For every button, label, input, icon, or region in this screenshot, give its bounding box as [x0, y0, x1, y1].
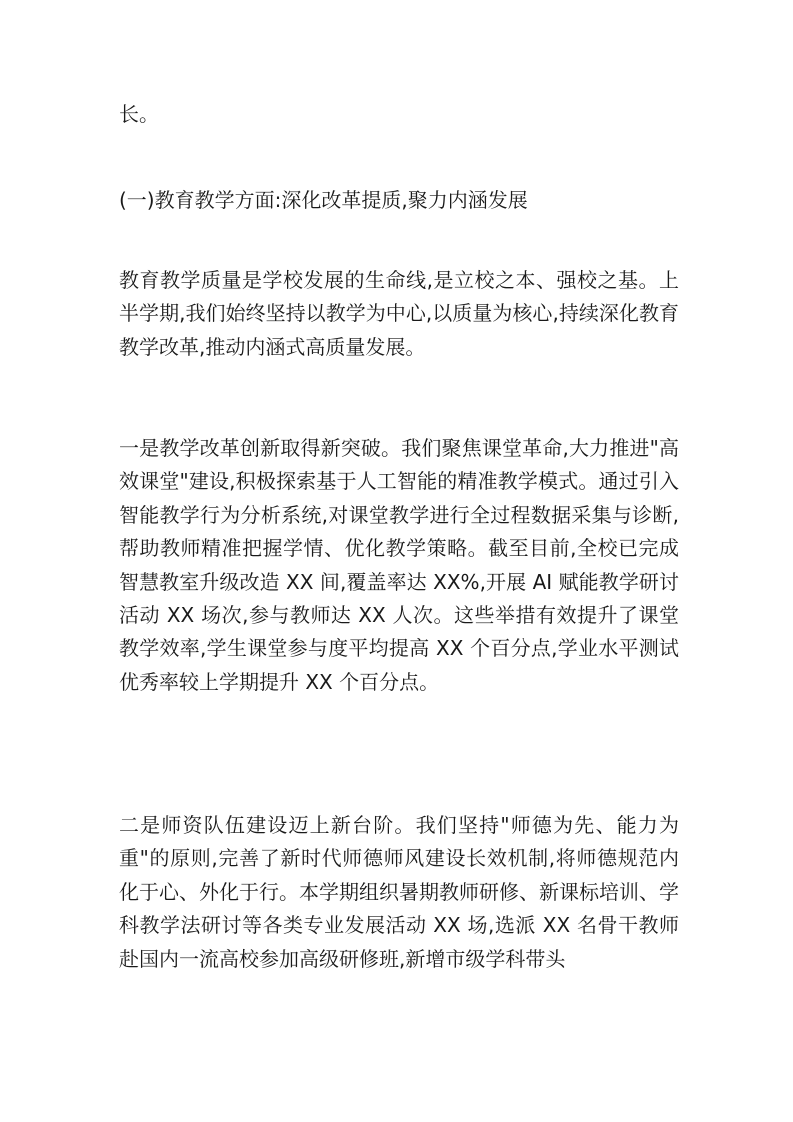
paragraph-intro: 教育教学质量是学校发展的生命线,是立校之本、强校之基。上半学期,我们始终坚持以教学为中心,以质量为核心,持续深化教育教学改革,推动内涵式高质量发展。 — [119, 268, 679, 359]
paragraph-teaching-reform: 一是教学改革创新取得新突破。我们聚焦课堂革命,大力推进"高效课堂"建设,积极探索基于人工智能的精准教学模式。通过引入智能教学行为分析系统,对课堂教学进行全过程数据采集与诊断,帮助教师精准把握学情、优化教学策略。截至目前,全校已完成智慧教室升级改造 XX 间,覆盖率达 XX%,开展 AI 赋能教学研讨活动 XX 场次,参与教师达 XX 人次。这些举措有效提升了课堂教学效率,学生课堂参与度平均提高 XX 个百分点,学业水平测试优秀率较上学期提升 XX 个百分点。 — [119, 436, 679, 694]
section-heading: (一)教育教学方面:深化改革提质,聚力内涵发展 — [119, 188, 528, 212]
paragraph-continuation: 长。 — [119, 102, 159, 126]
paragraph-teacher-development: 二是师资队伍建设迈上新台阶。我们坚持"师德为先、能力为重"的原则,完善了新时代师德师风建设长效机制,将师德规范内化于心、外化于行。本学期组织暑期教师研修、新课标培训、学科教学法研讨等各类专业发展活动 XX 场,选派 XX 名骨干教师赴国内一流高校参加高级研修班,新增市级学科带头 — [119, 813, 679, 971]
